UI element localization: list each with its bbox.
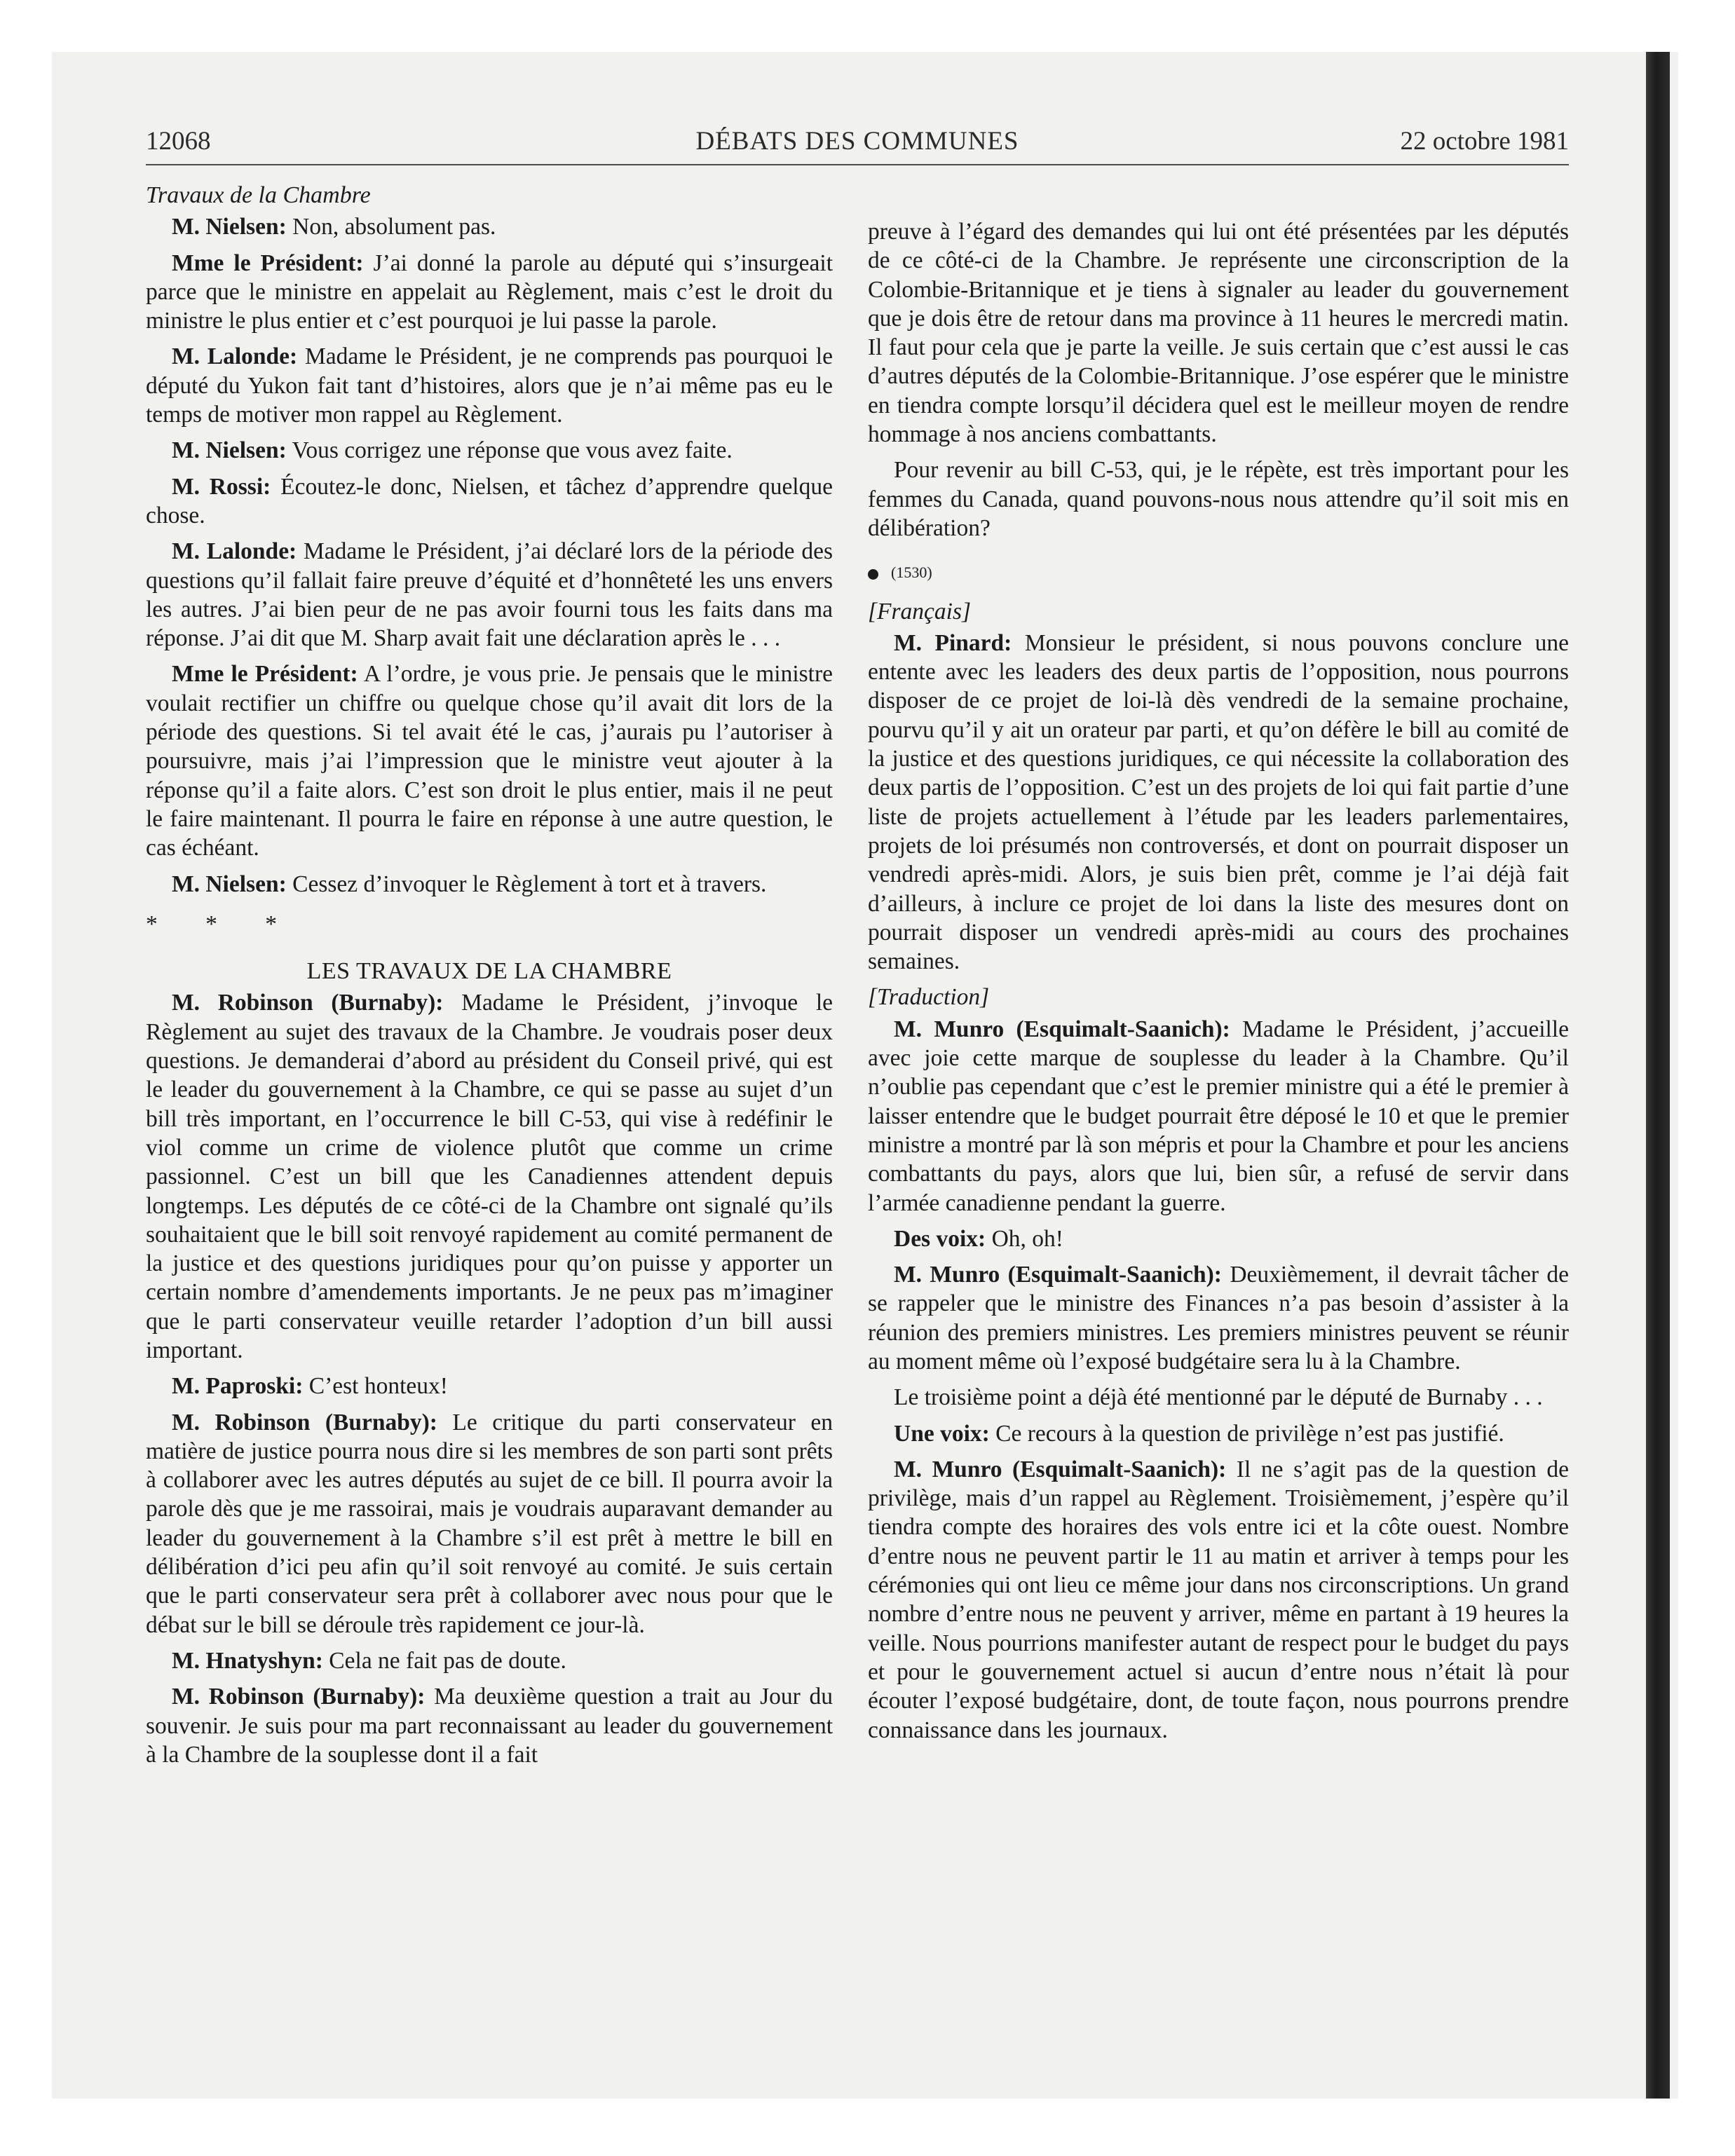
paragraph: [868, 629, 1569, 976]
speaker: Une voix:: [894, 1420, 990, 1447]
paragraph: [146, 472, 833, 531]
speaker: M. Robinson (Burnaby):: [172, 1684, 426, 1710]
speech: Vous corrigez une réponse que vous avez faite.: [286, 437, 733, 464]
speaker: Des voix:: [894, 1225, 986, 1252]
speech: Ma deuxième question a trait au Jour du souvenir. Je suis pour ma part reconnaissant au leader du gouvernement à la Chambre de la souplesse dont il a fait: [146, 1684, 834, 1768]
section-heading: LES TRAVAUX DE LA CHAMBRE: [306, 958, 672, 985]
paragraph: [146, 1646, 833, 1675]
timestamp-marker: [868, 558, 1569, 587]
speaker: M. Paproski:: [172, 1373, 304, 1400]
paragraph: [146, 1682, 833, 1769]
paragraph: Pour revenir au bill C-53, qui, je le répète, est très important pour les femmes du Canada, quand pouvons-nous nous attendre qu’il soit mis en délibération?: [868, 457, 1569, 541]
paragraph: [146, 988, 833, 1365]
paragraph: [146, 212, 833, 241]
paragraph: [868, 1419, 1569, 1448]
speaker: M. Robinson (Burnaby):: [172, 1409, 437, 1435]
speech: J’ai donné la parole au député qui s’insurgeait parce que le ministre en appelait au Règlement, mais c’est le droit du ministre le plus entier et c’est pourquoi je lui passe la parole.: [146, 250, 833, 334]
bullet-icon: [868, 569, 878, 580]
paragraph: Le troisième point a déjà été mentionné par le député de Burnaby . . .: [894, 1384, 1543, 1411]
page-number: 12068: [146, 127, 211, 156]
speaker: M. Nielsen:: [172, 871, 287, 897]
speaker: M. Pinard:: [894, 629, 1012, 656]
paragraph: [868, 1260, 1569, 1376]
speech: Non, absolument pas.: [286, 214, 496, 240]
speaker: M. Rossi:: [172, 473, 271, 500]
speaker: M. Nielsen:: [172, 214, 287, 240]
paragraph: [146, 436, 833, 465]
speech: Écoutez-le donc, Nielsen, et tâchez d’apprendre quelque chose.: [146, 473, 833, 528]
paragraph: [868, 1455, 1569, 1745]
speech: Madame le Président, je ne comprends pas pourquoi le député du Yukon fait tant d’histoires, alors que je n’ai même pas eu le temps de motiver mon rappel au Règlement.: [146, 343, 833, 428]
speech: Le critique du parti conservateur en matière de justice pourra nous dire si les membres de son parti sont prêts à collaborer avec les autres députés au sujet de ce bill. Il pourra avoir la parole dès que je me rassoirai, mais je voudrais auparavant demander au leader du gouvernement à la Chambre s’il est prêt à mettre le bill en délibération d’ici peu afin qu’il soit renvoyé au comité. Je suis certain que le parti conservateur sera prêt à collaborer avec nous pour que le débat sur le bill se déroule très rapidement ce jour-là.: [146, 1409, 834, 1638]
header-rule: [146, 164, 1569, 165]
paragraph: [146, 537, 833, 653]
speech: Il ne s’agit pas de la question de privilège, mais d’un rappel au Règlement. Troisièmement, j’espère qu’il tiendra compte des horaires des vols entre ici et la côte ouest. Nombre d’entre nous ne peuvent partir le 11 au matin et arriver à temps pour les cérémonies qui ont lieu ce même jour dans nos circonscriptions. Un grand nombre d’entre nous ne peuvent y arriver, même en partant à 19 heures la veille. Nous pourrions manifester autant de respect pour le budget du pays et pour le gouvernement actuel si aucun d’entre nous n’était là pour écouter l’exposé budgétaire, dont, de toute façon, nous pourrons prendre connaissance dans les journaux.: [868, 1456, 1569, 1743]
section-note: Travaux de la Chambre: [146, 182, 371, 208]
paragraph: [146, 1372, 833, 1400]
paragraph: [146, 870, 833, 899]
speaker: Mme le Président:: [172, 661, 358, 688]
header-date: 22 octobre 1981: [1400, 127, 1569, 156]
section-separator: * * *: [146, 910, 298, 937]
paragraph: [868, 1224, 1569, 1253]
speech: Cela ne fait pas de doute.: [322, 1647, 566, 1674]
language-note: [Français]: [868, 598, 972, 625]
speech: C’est honteux!: [303, 1373, 448, 1400]
left-column: [146, 181, 833, 1776]
publication-title: DÉBATS DES COMMUNES: [695, 127, 1019, 156]
speech: Deuxièmement, il devrait tâcher de se rappeler que le ministre des Finances n’a pas besoin d’assister à la réunion des premiers ministres. Les premiers ministres peuvent se réunir au moment même où l’exposé budgétaire sera lu à la Chambre.: [868, 1262, 1569, 1374]
speech: A l’ordre, je vous prie. Je pensais que le ministre voulait rectifier un chiffre ou quelque chose qu’il avait dit lors de la période des questions. Si tel avait été le cas, j’aurais pu l’autoriser à poursuivre, mais j’ai l’impression que le ministre veut ajouter à la réponse qu’il a faite alors. C’est son droit le plus entier, mais il ne peut le faire maintenant. Il pourra le faire en réponse à une autre question, le cas échéant.: [146, 661, 834, 861]
speaker: M. Robinson (Burnaby):: [172, 990, 444, 1016]
page-header: [146, 126, 1569, 164]
paragraph: [146, 1408, 833, 1639]
speaker: M. Hnatyshyn:: [172, 1647, 323, 1674]
speech: Madame le Président, j’ai déclaré lors de la période des questions qu’il fallait faire preuve d’équité et d’honnêteté les uns envers les autres. J’ai bien peur de ne pas avoir fourni tous les faits dans ma réponse. J’ai dit que M. Sharp avait fait une déclaration après le . . .: [146, 538, 833, 652]
paragraph: [146, 342, 833, 429]
speech: Monsieur le président, si nous pouvons conclure une entente avec les leaders des deux partis de l’opposition, nous pourrons disposer de ce projet de loi-là dès vendredi de la semaine prochaine, pourvu qu’il y ait un orateur par parti, et qu’on défère le bill au comité de la justice et des questions juridiques, ce qui nécessite la collaboration des deux partis de l’opposition. C’est un des projets de loi qui fait partie d’une liste de projets actuellement à l’étude par les leaders parlementaires, projets de loi présumés non controversés, et dont on pourrait disposer un vendredi après-midi. Alors, je suis bien prêt, comme je l’ai déjà fait d’ailleurs, à inclure ce projet de loi dans la liste des mesures dont on pourrait disposer un vendredi après-midi au cours des prochaines semaines.: [868, 629, 1569, 975]
paragraph: [868, 1015, 1569, 1217]
scan-edge-shadow: [1646, 52, 1670, 2099]
speech: Oh, oh!: [986, 1225, 1063, 1252]
speaker: M. Nielsen:: [172, 437, 287, 464]
timestamp: (1530): [891, 564, 932, 582]
paragraph: [146, 660, 833, 862]
speech: Ce recours à la question de privilège n’est pas justifié.: [989, 1420, 1504, 1447]
speaker: Mme le Président:: [172, 250, 364, 276]
speaker: M. Munro (Esquimalt-Saanich):: [894, 1262, 1222, 1288]
speaker: M. Munro (Esquimalt-Saanich):: [894, 1456, 1227, 1482]
right-column: [868, 217, 1569, 1752]
language-note: [Traduction]: [868, 984, 990, 1011]
paragraph: [146, 249, 833, 336]
speech: Madame le Président, j’invoque le Règlement au sujet des travaux de la Chambre. Je voudrais poser deux questions. Je demanderai d’abord au président du Conseil privé, qui est le leader du gouvernement à la Chambre, ce qui se passe au sujet d’un bill très important, en l’occurrence le bill C-53, qui vise à redéfinir le viol comme un crime de violence plutôt que comme un crime passionnel. C’est un bill que les Canadiennes attendent depuis longtemps. Les députés de ce côté-ci de la Chambre ont signalé qu’ils souhaitaient que le bill soit renvoyé rapidement au comité permanent de la justice et des questions juridiques pour qu’on puisse y apporter un certain nombre d’amendements importants. Je ne peux pas m’imaginer que le parti conservateur veuille retarder l’adoption d’un bill aussi important.: [146, 990, 834, 1363]
speaker: M. Lalonde:: [172, 538, 297, 565]
speech: Cessez d’invoquer le Règlement à tort et à travers.: [286, 871, 767, 897]
speech: Madame le Président, j’accueille avec joie cette marque de souplesse du leader à la Chambre. Qu’il n’oublie pas cependant que c’est le premier ministre qui a été le premier à laisser entendre que le budget pourrait être déposé le 10 et que le premier ministre a montré par là son mépris et pour la Chambre et pour les anciens combattants du pays, alors que lui, bien sûr, a refusé de servir dans l’armée canadienne pendant la guerre.: [868, 1016, 1569, 1216]
speaker: M. Munro (Esquimalt-Saanich):: [894, 1016, 1230, 1042]
speaker: M. Lalonde:: [172, 343, 298, 370]
paragraph: preuve à l’égard des demandes qui lui ont été présentées par les députés de ce côté-ci de la Chambre. Je représente une circonscription de la Colombie-Britannique et je tiens à signaler au leader du gouvernement que je dois être de retour dans ma province à 11 heures le mercredi matin. Il faut pour cela que je parte la veille. Je suis certain que c’est aussi le cas d’autres députés de la Colombie-Britannique. J’ose espérer que le ministre en tiendra compte lorsqu’il décidera quel est le meilleur moyen de rendre hommage à nos anciens combattants.: [868, 219, 1569, 448]
